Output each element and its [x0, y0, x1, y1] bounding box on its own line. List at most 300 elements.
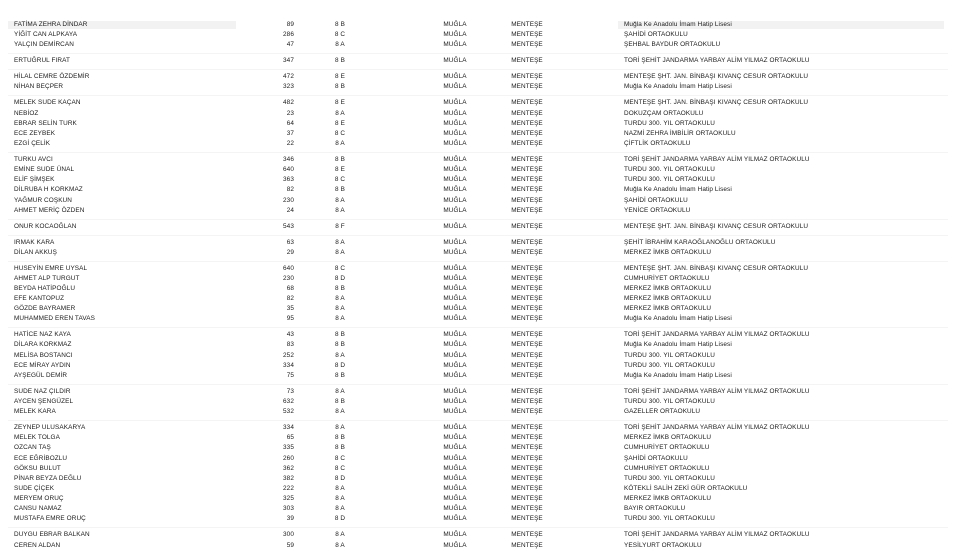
- score: 222: [283, 485, 294, 492]
- school-name: CUMHURİYET ORTAOKULU: [624, 464, 710, 472]
- score: 82: [286, 295, 294, 303]
- district: MENTEŞE: [511, 444, 543, 452]
- table-row: [0, 371, 960, 381]
- province: MUĞLA: [443, 434, 467, 442]
- school-name: TURDU 300. YIL ORTAOKULU: [624, 176, 715, 184]
- school-name: TORİ ŞEHİT JANDARMA YARBAY ALİM YILMAZ ORTAOKULU: [624, 531, 810, 539]
- score: 640: [283, 166, 294, 173]
- class: 8 A: [335, 315, 345, 323]
- table-row: [0, 330, 960, 340]
- school-name: CUMHURİYET ORTAOKULU: [624, 274, 710, 282]
- district: MENTEŞE: [511, 31, 543, 39]
- district: MENTEŞE: [511, 83, 543, 91]
- school-name: KÖTEKLİ SALİH ZEKİ GÜR ORTAOKULU: [624, 485, 748, 492]
- score: 35: [286, 305, 294, 313]
- district: MENTEŞE: [511, 73, 543, 81]
- score: 260: [283, 454, 294, 462]
- class: 8 A: [335, 351, 345, 359]
- table-row: [0, 454, 960, 464]
- student-name: EBRAR SELİN TURK: [14, 119, 77, 127]
- district: MENTEŞE: [511, 305, 543, 313]
- score: 532: [283, 408, 294, 416]
- student-name: GÖKSU BULUT: [14, 464, 61, 472]
- score: 75: [286, 371, 294, 379]
- class: 8 A: [335, 531, 345, 539]
- table-row: [0, 274, 960, 284]
- table-row: [0, 397, 960, 407]
- school-name: TURDU 300. YIL ORTAOKULU: [624, 398, 715, 405]
- school-name: MERKEZ İMKB ORTAOKULU: [624, 284, 712, 292]
- province: MUĞLA: [443, 139, 467, 147]
- school-name: MERKEZ İMKB ORTAOKULU: [624, 434, 712, 442]
- score: 39: [286, 515, 294, 523]
- score: 303: [283, 505, 294, 513]
- student-name: AYCEN ŞENGÜZEL: [14, 398, 74, 405]
- province: MUĞLA: [443, 474, 467, 482]
- district: MENTEŞE: [511, 495, 543, 503]
- score: 472: [283, 73, 294, 81]
- class: 8 D: [334, 361, 346, 369]
- student-name: AHMET MERİÇ ÖZDEN: [14, 206, 85, 214]
- table-row: [0, 119, 960, 129]
- school-name: ŞEHİT İBRAHİM KARAOĞLANOĞLU ORTAOKULU: [624, 238, 776, 246]
- district: MENTEŞE: [511, 295, 543, 303]
- class: 8 E: [335, 99, 345, 107]
- school-name: TURDU 300. YIL ORTAOKULU: [624, 515, 715, 523]
- class: 8 D: [334, 274, 346, 282]
- table-row: [0, 284, 960, 294]
- class: 8 C: [334, 129, 346, 137]
- group-separator: [8, 261, 948, 262]
- school-name: DOKUZÇAM ORTAOKULU: [624, 109, 704, 117]
- district: MENTEŞE: [511, 408, 543, 416]
- class: 8 A: [335, 485, 345, 492]
- school-name: Muğla Ke Anadolu İmam Hatip Lisesi: [624, 21, 732, 28]
- province: MUĞLA: [443, 196, 467, 204]
- student-name: DUYGU EBRAR BALKAN: [14, 531, 90, 539]
- district: MENTEŞE: [511, 351, 543, 359]
- school-name: Muğla Ke Anadolu İmam Hatip Lisesi: [624, 186, 732, 194]
- student-name: SUDE NAZ ÇILDIR: [14, 387, 71, 395]
- table-row: [0, 541, 960, 551]
- province: MUĞLA: [443, 454, 467, 462]
- school-name: TURDU 300. YIL ORTAOKULU: [624, 361, 715, 369]
- group-separator: [8, 527, 948, 528]
- district: MENTEŞE: [511, 434, 543, 442]
- class: 8 A: [335, 295, 345, 303]
- score: 89: [286, 21, 294, 28]
- table-row: [0, 351, 960, 361]
- table-row: [0, 196, 960, 206]
- class: 8 B: [335, 21, 345, 28]
- class: 8 A: [335, 248, 345, 256]
- student-name: GÖZDE BAYRAMER: [14, 305, 76, 313]
- student-name: IRMAK KARA: [14, 238, 55, 246]
- score: 43: [286, 331, 294, 339]
- table-row: [0, 423, 960, 433]
- class: 8 A: [335, 424, 345, 432]
- province: MUĞLA: [443, 274, 467, 282]
- school-name: TURDU 300. YIL ORTAOKULU: [624, 119, 715, 127]
- district: MENTEŞE: [511, 21, 543, 28]
- district: MENTEŞE: [511, 99, 543, 107]
- student-name: BEYDA HATİPOĞLU: [14, 284, 76, 292]
- score: 543: [283, 222, 294, 230]
- province: MUĞLA: [443, 119, 467, 127]
- class: 8 C: [334, 31, 346, 39]
- score: 252: [283, 351, 294, 359]
- class: 8 A: [335, 387, 345, 395]
- province: MUĞLA: [443, 99, 467, 107]
- table-row: [0, 155, 960, 165]
- province: MUĞLA: [443, 186, 467, 194]
- class: 8 A: [335, 495, 345, 503]
- table-row: [0, 165, 960, 175]
- province: MUĞLA: [443, 284, 467, 292]
- province: MUĞLA: [443, 73, 467, 81]
- score: 286: [283, 31, 294, 39]
- student-name: DİLAN AKKUŞ: [14, 248, 58, 256]
- student-name: ERTUĞRUL FIRAT: [14, 57, 70, 65]
- class: 8 B: [335, 83, 345, 91]
- school-name: ÇİFTLİK ORTAOKULU: [624, 139, 691, 147]
- student-name: ECE MİRAY AYDIN: [14, 361, 71, 369]
- school-name: ŞEHBAL BAYDUR ORTAOKULU: [624, 41, 721, 49]
- table-row: [0, 387, 960, 397]
- province: MUĞLA: [443, 222, 467, 230]
- score: 362: [283, 464, 294, 472]
- district: MENTEŞE: [511, 176, 543, 184]
- district: MENTEŞE: [511, 206, 543, 214]
- school-name: MENTEŞE ŞHT. JAN. BİNBAŞI KIVANÇ CESUR ORTAOKULU: [624, 264, 809, 272]
- school-name: TURDU 300. YIL ORTAOKULU: [624, 351, 715, 359]
- province: MUĞLA: [443, 166, 467, 173]
- district: MENTEŞE: [511, 541, 543, 549]
- score: 482: [283, 99, 294, 107]
- district: MENTEŞE: [511, 387, 543, 395]
- student-name: ECE ZEYBEK: [14, 129, 56, 137]
- district: MENTEŞE: [511, 341, 543, 349]
- table-row: [0, 407, 960, 417]
- table-row: [0, 175, 960, 185]
- class: 8 A: [335, 541, 345, 549]
- district: MENTEŞE: [511, 505, 543, 513]
- table-row: [0, 238, 960, 248]
- table-row: [0, 504, 960, 514]
- score: 23: [286, 109, 294, 117]
- school-name: TORİ ŞEHİT JANDARMA YARBAY ALİM YILMAZ ORTAOKULU: [624, 424, 810, 432]
- class: 8 A: [335, 206, 345, 214]
- class: 8 D: [334, 515, 346, 523]
- class: 8 A: [335, 505, 345, 513]
- class: 8 F: [335, 222, 345, 230]
- table-row: [0, 294, 960, 304]
- school-name: Muğla Ke Anadolu İmam Hatip Lisesi: [624, 341, 732, 349]
- province: MUĞLA: [443, 109, 467, 117]
- group-separator: [8, 95, 948, 96]
- group-separator: [8, 384, 948, 385]
- district: MENTEŞE: [511, 464, 543, 472]
- score: 95: [286, 315, 294, 323]
- table-row: [0, 72, 960, 82]
- group-separator: [8, 69, 948, 70]
- school-name: YENİCE ORTAOKULU: [624, 206, 691, 214]
- score: 300: [283, 531, 294, 539]
- province: MUĞLA: [443, 464, 467, 472]
- province: MUĞLA: [443, 295, 467, 303]
- province: MUĞLA: [443, 541, 467, 549]
- student-name: ZEYNEP ULUSAKARYA: [14, 424, 86, 432]
- group-separator: [8, 235, 948, 236]
- class: 8 B: [335, 57, 345, 65]
- province: MUĞLA: [443, 83, 467, 91]
- class: 8 A: [335, 139, 345, 147]
- class: 8 A: [335, 408, 345, 416]
- table-row: [0, 304, 960, 314]
- table-row: [0, 264, 960, 274]
- district: MENTEŞE: [511, 41, 543, 49]
- score: 640: [283, 264, 294, 272]
- table-row: [0, 361, 960, 371]
- school-name: MERKEZ İMKB ORTAOKULU: [624, 295, 712, 303]
- student-name: HUSEYİN EMRE UYSAL: [14, 264, 88, 272]
- student-name: MUSTAFA EMRE ORUÇ: [14, 515, 86, 523]
- school-name: TORİ ŞEHİT JANDARMA YARBAY ALİM YILMAZ ORTAOKULU: [624, 155, 810, 163]
- province: MUĞLA: [443, 21, 467, 28]
- school-name: MERKEZ İMKB ORTAOKULU: [624, 248, 712, 256]
- school-name: CUMHURİYET ORTAOKULU: [624, 444, 710, 452]
- class: 8 E: [335, 166, 345, 173]
- student-name: EFE KANTOPUZ: [14, 295, 65, 303]
- district: MENTEŞE: [511, 515, 543, 523]
- student-name: YİĞİT CAN ALPKAYA: [14, 31, 78, 39]
- student-name: MELEK SUDE KAÇAN: [14, 99, 81, 107]
- student-name: MERYEM ORUÇ: [14, 495, 64, 503]
- table-row: [0, 129, 960, 139]
- student-name: DİLARA KORKMAZ: [14, 341, 72, 349]
- class: 8 C: [334, 264, 346, 272]
- province: MUĞLA: [443, 305, 467, 313]
- province: MUĞLA: [443, 495, 467, 503]
- district: MENTEŞE: [511, 109, 543, 117]
- province: MUĞLA: [443, 531, 467, 539]
- score: 230: [283, 274, 294, 282]
- class: 8 B: [335, 434, 345, 442]
- score: 346: [283, 155, 294, 163]
- student-name: FATİMA ZEHRA DİNDAR: [14, 21, 88, 28]
- class: 8 B: [335, 341, 345, 349]
- class: 8 B: [335, 444, 345, 452]
- district: MENTEŞE: [511, 166, 543, 173]
- group-separator: [8, 152, 948, 153]
- school-name: TORİ ŞEHİT JANDARMA YARBAY ALİM YILMAZ ORTAOKULU: [624, 331, 810, 339]
- table-row: [0, 56, 960, 66]
- score: 29: [286, 248, 294, 256]
- school-name: TORİ ŞEHİT JANDARMA YARBAY ALİM YILMAZ ORTAOKULU: [624, 57, 810, 65]
- province: MUĞLA: [443, 57, 467, 65]
- student-name: ONUR KOCAOĞLAN: [14, 222, 77, 230]
- student-name: TURKU AVCI: [14, 155, 53, 163]
- province: MUĞLA: [443, 424, 467, 432]
- school-name: MERKEZ İMKB ORTAOKULU: [624, 495, 712, 503]
- school-name: BAYIR ORTAOKULU: [624, 505, 686, 513]
- score: 382: [283, 474, 294, 482]
- class: 8 A: [335, 305, 345, 313]
- table-row: [0, 98, 960, 108]
- table-row: [0, 340, 960, 350]
- school-name: GAZELLER ORTAOKULU: [624, 408, 701, 416]
- group-separator: [8, 53, 948, 54]
- student-name: ELİF ŞİMŞEK: [14, 176, 55, 184]
- score: 73: [286, 387, 294, 395]
- score: 47: [286, 41, 294, 49]
- table-row: [0, 139, 960, 149]
- province: MUĞLA: [443, 371, 467, 379]
- student-name: AYŞEGÜL DEMİR: [14, 371, 68, 379]
- district: MENTEŞE: [511, 284, 543, 292]
- province: MUĞLA: [443, 31, 467, 39]
- table-row: [0, 206, 960, 216]
- student-name: CANSU NAMAZ: [14, 505, 62, 513]
- student-name: DİLRUBA H KORKMAZ: [14, 186, 83, 194]
- score: 64: [286, 119, 294, 127]
- score: 22: [286, 139, 294, 147]
- class: 8 A: [335, 41, 345, 49]
- district: MENTEŞE: [511, 474, 543, 482]
- table-row: [0, 248, 960, 258]
- school-name: YESİLYURT ORTAOKULU: [624, 541, 702, 549]
- student-name: CEREN ALDAN: [14, 541, 61, 549]
- school-name: TURDU 300. YIL ORTAOKULU: [624, 474, 715, 482]
- student-name: NİHAN BEÇPER: [14, 83, 64, 91]
- province: MUĞLA: [443, 206, 467, 214]
- score: 230: [283, 196, 294, 204]
- table-row: [0, 82, 960, 92]
- table-row: [0, 185, 960, 195]
- district: MENTEŞE: [511, 248, 543, 256]
- table-row: [0, 314, 960, 324]
- class: 8 C: [334, 454, 346, 462]
- score: 82: [286, 186, 294, 194]
- student-name: OZCAN TAŞ: [14, 444, 51, 452]
- province: MUĞLA: [443, 176, 467, 184]
- district: MENTEŞE: [511, 129, 543, 137]
- province: MUĞLA: [443, 398, 467, 405]
- table-row: [0, 484, 960, 494]
- class: 8 E: [335, 73, 345, 81]
- student-name: EZGİ ÇELİK: [14, 139, 51, 147]
- class: 8 B: [335, 398, 345, 405]
- school-name: ŞAHİDİ ORTAOKULU: [624, 31, 688, 39]
- student-name: YALÇIN DEMİRCAN: [14, 41, 74, 49]
- student-name: MELİSA BOSTANCI: [14, 351, 73, 359]
- score: 347: [283, 57, 294, 65]
- province: MUĞLA: [443, 408, 467, 416]
- student-name: ECE EĞRİBOZLU: [14, 454, 68, 462]
- province: MUĞLA: [443, 515, 467, 523]
- table-row: [0, 30, 960, 40]
- province: MUĞLA: [443, 129, 467, 137]
- table-row: [0, 530, 960, 540]
- student-name: MELEK TOLGA: [14, 434, 60, 442]
- province: MUĞLA: [443, 485, 467, 492]
- province: MUĞLA: [443, 315, 467, 323]
- table-row: [0, 222, 960, 232]
- province: MUĞLA: [443, 155, 467, 163]
- table-row: [0, 433, 960, 443]
- score: 323: [283, 83, 294, 91]
- class: 8 A: [335, 238, 345, 246]
- district: MENTEŞE: [511, 454, 543, 462]
- province: MUĞLA: [443, 341, 467, 349]
- district: MENTEŞE: [511, 424, 543, 432]
- class: 8 B: [335, 371, 345, 379]
- class: 8 C: [334, 176, 346, 184]
- district: MENTEŞE: [511, 531, 543, 539]
- student-name: NEBİOZ: [14, 109, 39, 117]
- class: 8 A: [335, 109, 345, 117]
- class: 8 B: [335, 284, 345, 292]
- district: MENTEŞE: [511, 186, 543, 194]
- district: MENTEŞE: [511, 398, 543, 405]
- table-row: [0, 474, 960, 484]
- student-name: MELEK KARA: [14, 408, 56, 416]
- district: MENTEŞE: [511, 264, 543, 272]
- district: MENTEŞE: [511, 119, 543, 127]
- score: 65: [286, 434, 294, 442]
- school-name: ŞAHİDİ ORTAOKULU: [624, 196, 688, 204]
- school-name: ŞAHİDİ ORTAOKULU: [624, 454, 688, 462]
- class: 8 B: [335, 155, 345, 163]
- student-name: HATİCE NAZ KAYA: [14, 331, 71, 339]
- student-name: AHMET ALP TURGUT: [14, 274, 80, 282]
- class: 8 C: [334, 464, 346, 472]
- province: MUĞLA: [443, 444, 467, 452]
- student-name: PİNAR BEYZA DEĞLU: [14, 474, 82, 482]
- province: MUĞLA: [443, 505, 467, 513]
- class: 8 A: [335, 196, 345, 204]
- group-separator: [8, 219, 948, 220]
- district: MENTEŞE: [511, 315, 543, 323]
- group-separator: [8, 327, 948, 328]
- school-name: Muğla Ke Anadolu İmam Hatip Lisesi: [624, 315, 732, 323]
- school-name: MENTEŞE ŞHT. JAN. BİNBAŞI KIVANÇ CESUR ORTAOKULU: [624, 73, 809, 81]
- province: MUĞLA: [443, 238, 467, 246]
- school-name: TORİ ŞEHİT JANDARMA YARBAY ALİM YILMAZ ORTAOKULU: [624, 387, 810, 395]
- score: 37: [286, 129, 294, 137]
- class: 8 D: [334, 474, 346, 482]
- score: 334: [283, 361, 294, 369]
- district: MENTEŞE: [511, 274, 543, 282]
- group-separator: [8, 420, 948, 421]
- score: 83: [286, 341, 294, 349]
- province: MUĞLA: [443, 351, 467, 359]
- table-row: [0, 443, 960, 453]
- table-row: [0, 494, 960, 504]
- class: 8 B: [335, 186, 345, 194]
- class: 8 B: [335, 331, 345, 339]
- district: MENTEŞE: [511, 485, 543, 492]
- student-name: EMİNE SUDE ÜNAL: [14, 166, 75, 173]
- province: MUĞLA: [443, 387, 467, 395]
- school-name: MENTEŞE ŞHT. JAN. BİNBAŞI KIVANÇ CESUR ORTAOKULU: [624, 222, 809, 230]
- district: MENTEŞE: [511, 196, 543, 204]
- student-name: MUHAMMED EREN TAVAS: [14, 315, 95, 323]
- district: MENTEŞE: [511, 155, 543, 163]
- student-name: HİLAL CEMRE ÖZDEMİR: [14, 73, 90, 81]
- score: 363: [283, 176, 294, 184]
- district: MENTEŞE: [511, 331, 543, 339]
